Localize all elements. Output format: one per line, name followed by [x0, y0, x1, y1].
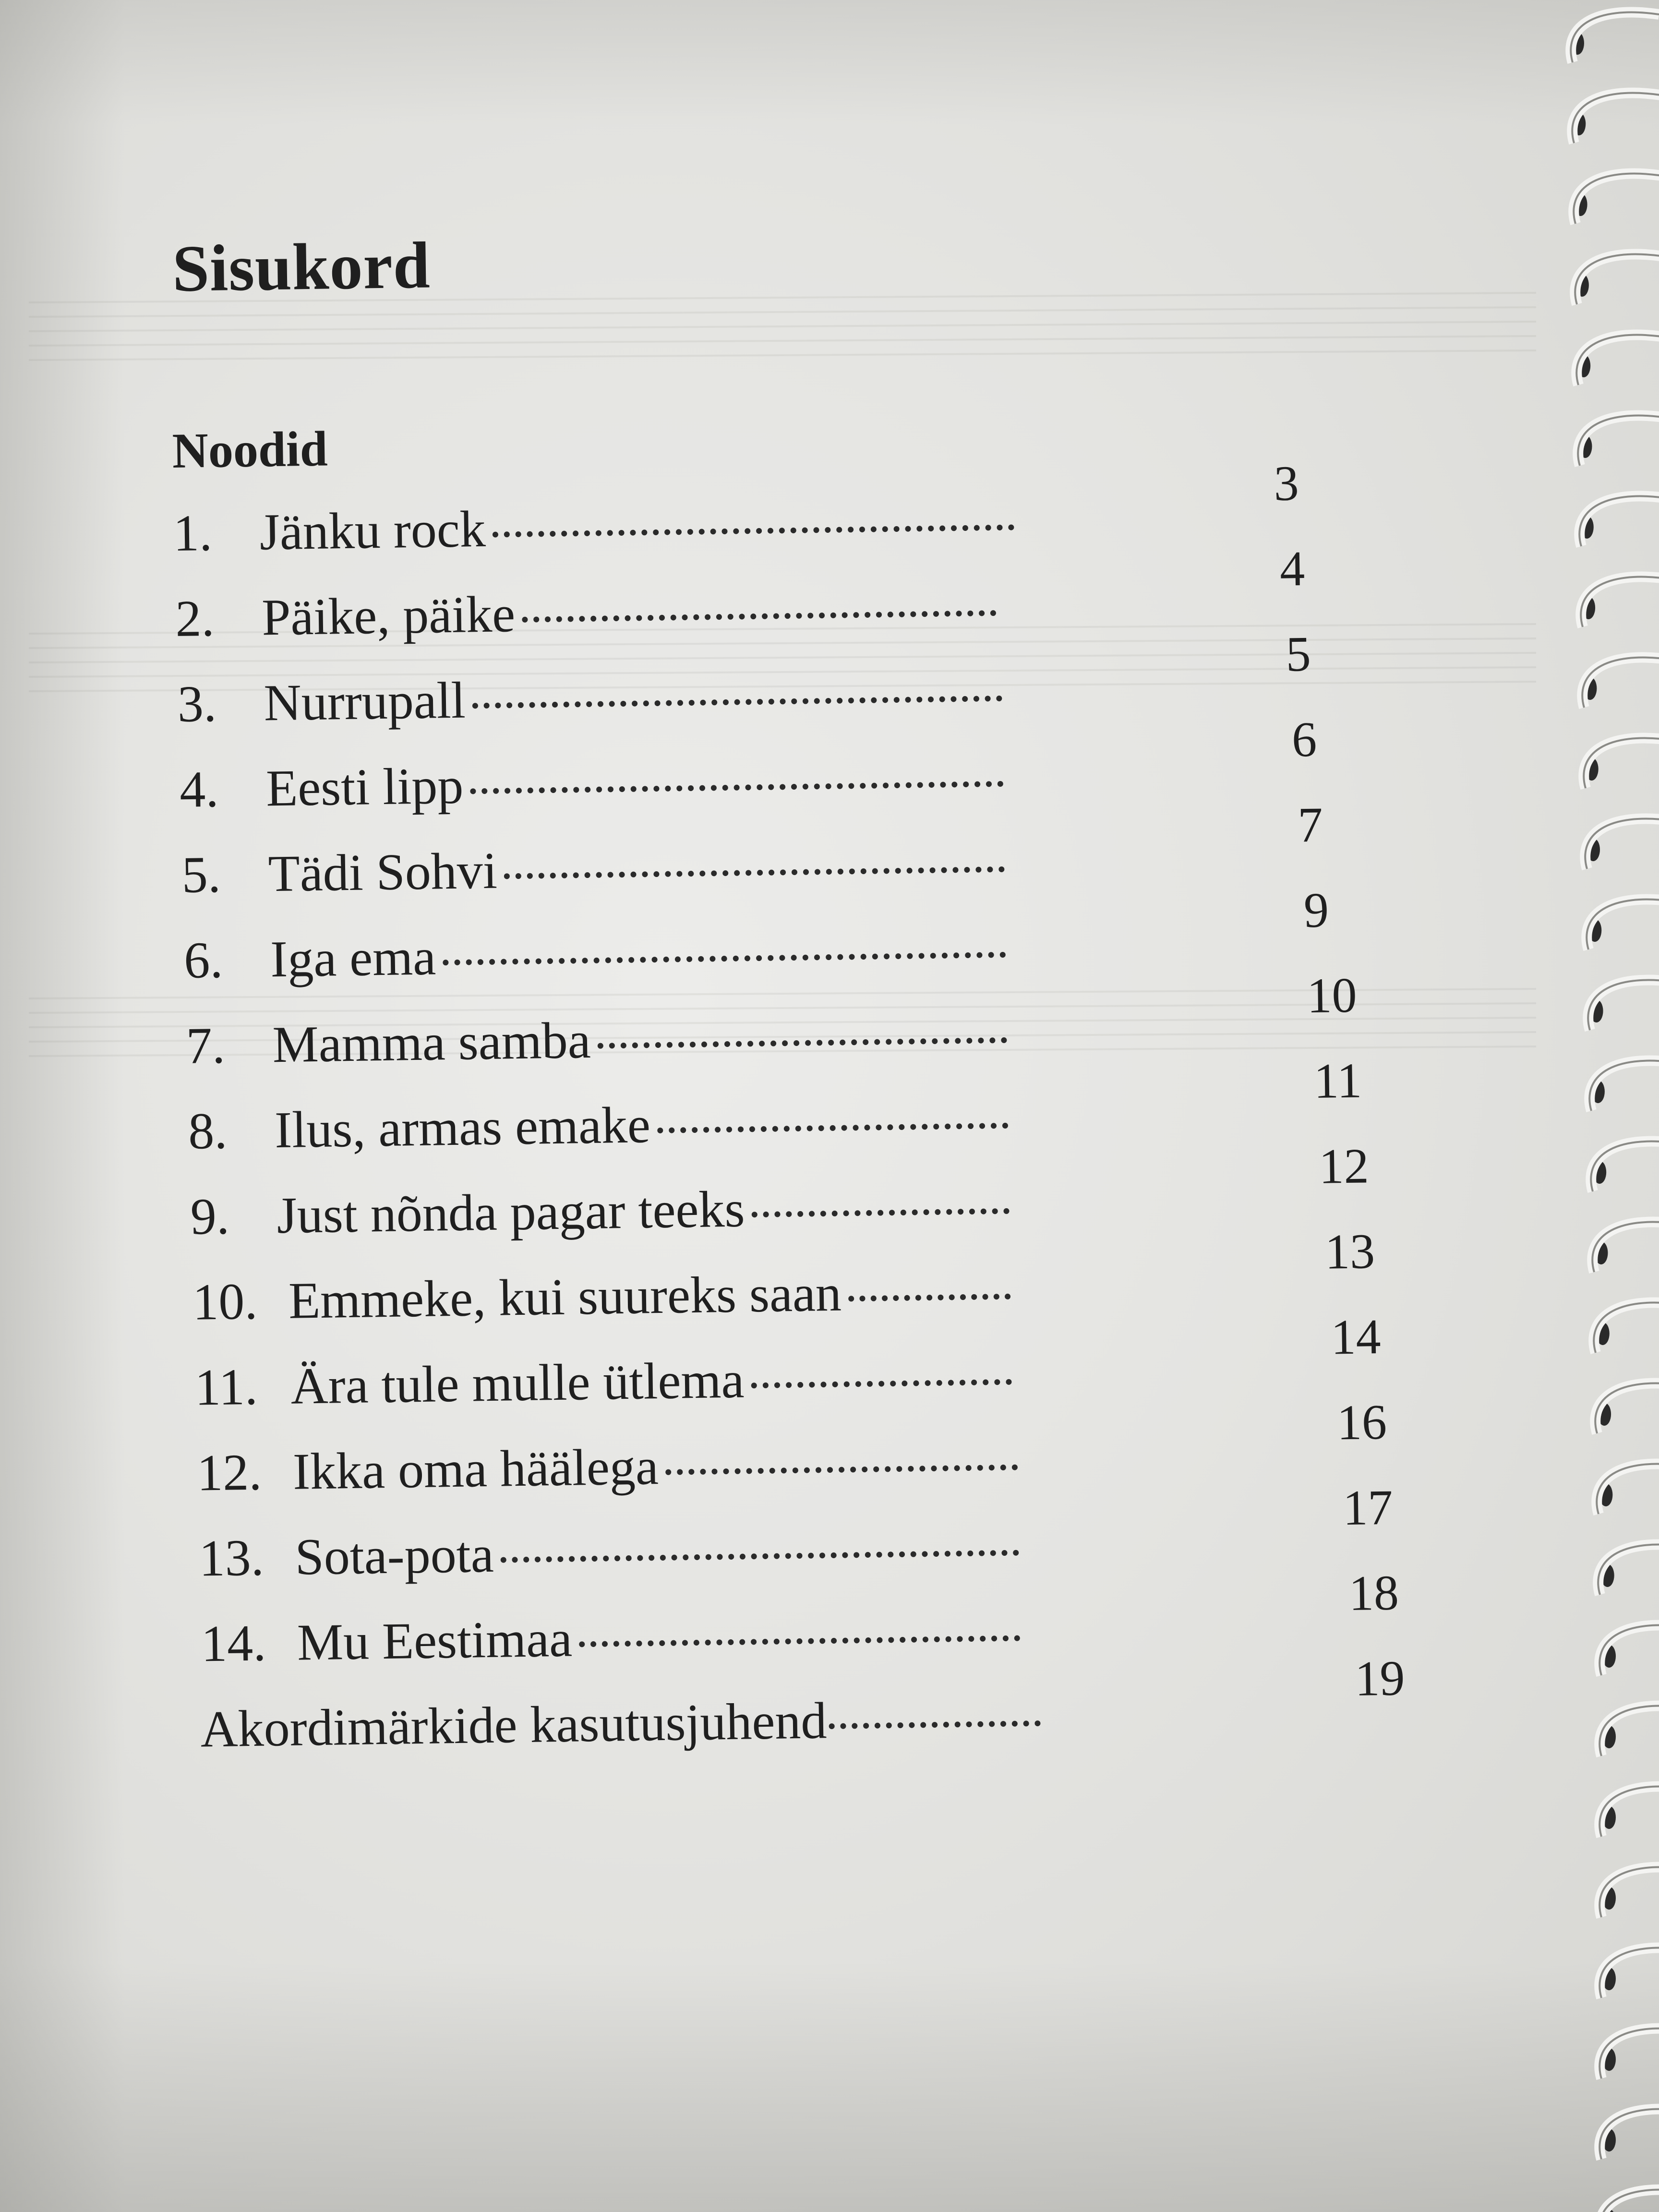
- toc-dot-leader: [470, 774, 1004, 794]
- toc-entry-page: 12: [1318, 1138, 1370, 1194]
- spiral-coil: [1575, 254, 1659, 304]
- spiral-coil: [1599, 2190, 1659, 2212]
- toc-entry-number: 12.: [196, 1443, 263, 1502]
- toc-dot-leader: [500, 1543, 1019, 1563]
- toc-entry-title: Ära tule mulle ütlema: [290, 1351, 745, 1415]
- spiral-coil: [1599, 1706, 1659, 1756]
- toc-dot-leader: [493, 518, 1015, 538]
- toc-entry-number: 4.: [179, 760, 219, 818]
- toc-entry-title: Sota-pota: [294, 1526, 494, 1586]
- spiral-coil: [1588, 980, 1659, 1030]
- toc-entry-page: 11: [1313, 1053, 1362, 1109]
- spiral-coil: [1595, 1383, 1659, 1433]
- page-shadow-bottom: [0, 1962, 1659, 2212]
- toc-entry-page: 9: [1303, 882, 1329, 938]
- spiral-coil: [1599, 1787, 1659, 1837]
- toc-entry: [173, 456, 1299, 589]
- toc-entry-number: 13.: [198, 1529, 264, 1587]
- toc-entry: [174, 541, 1305, 675]
- toc-entry-page: 16: [1336, 1394, 1387, 1451]
- toc-entry-page: 13: [1324, 1224, 1375, 1280]
- spiral-coil: [1578, 416, 1659, 466]
- toc-entry-title: Just nõnda pagar teeks: [276, 1180, 745, 1245]
- spiral-coil: [1599, 2109, 1659, 2159]
- spiral-coil: [1587, 900, 1659, 950]
- toc-entry-page: 18: [1348, 1565, 1399, 1622]
- spiral-coil: [1589, 1061, 1659, 1111]
- toc-entry-title: Päike, päike: [261, 586, 516, 647]
- spiral-coil: [1594, 1303, 1659, 1353]
- spiral-coil: [1598, 1545, 1659, 1595]
- toc-entry-title: Mu Eestimaa: [297, 1610, 573, 1671]
- spiral-coil: [1585, 819, 1659, 869]
- spiral-coil: [1599, 1867, 1659, 1917]
- toc-entry-page: 17: [1342, 1479, 1394, 1536]
- spiral-binding: [1563, 0, 1659, 2212]
- spiral-coil: [1591, 1142, 1659, 1191]
- toc-dot-leader: [751, 1372, 1012, 1389]
- spiral-coil: [1576, 335, 1659, 385]
- toc-dot-leader: [443, 945, 1006, 965]
- toc-entry-page: 7: [1297, 797, 1323, 853]
- spiral-coil: [1581, 577, 1659, 627]
- toc-entry-title: Ilus, armas emake: [274, 1096, 651, 1159]
- toc-entry-title: Mamma samba: [272, 1011, 591, 1074]
- toc-dot-leader: [472, 689, 1003, 709]
- toc-dot-leader: [657, 1116, 1009, 1133]
- toc-entry: [178, 797, 1323, 931]
- toc-entry-number: 8.: [188, 1102, 228, 1160]
- toc-entry-number: 11.: [194, 1358, 258, 1417]
- toc-entry-number: 5.: [181, 846, 221, 904]
- toc-entry-title: Jänku rock: [259, 500, 486, 561]
- toc-entry-title: Tädi Sohvi: [267, 842, 498, 903]
- spiral-coil: [1571, 12, 1659, 62]
- page-title: Sisukord: [172, 228, 431, 305]
- toc-dot-leader: [829, 1714, 1041, 1729]
- toc-entry-title: Eesti lipp: [265, 757, 464, 817]
- spiral-wire: [1572, 93, 1659, 143]
- section-heading: Noodid: [172, 421, 328, 479]
- spiral-coil: [1572, 93, 1659, 143]
- toc-dot-leader: [579, 1629, 1021, 1647]
- toc-entry: [176, 711, 1317, 846]
- page-shadow-top: [0, 0, 1659, 125]
- spiral-coil: [1582, 658, 1659, 708]
- toc-dot-leader: [504, 860, 1005, 879]
- toc-entry-number: 6.: [183, 931, 224, 989]
- toc-entry-page: 4: [1279, 541, 1305, 597]
- toc-entry-page: 3: [1273, 456, 1299, 511]
- spiral-wire: [1574, 174, 1659, 224]
- toc-entry-title: Nurrupall: [263, 672, 466, 732]
- spiral-coil: [1574, 174, 1659, 224]
- toc-entry: [175, 626, 1311, 760]
- toc-dot-leader: [751, 1202, 1010, 1218]
- toc-entry-title: Iga ema: [270, 928, 436, 988]
- toc-entry-page: 10: [1306, 967, 1358, 1024]
- toc-dot-leader: [848, 1287, 1011, 1302]
- toc-entry-appendix: [190, 1650, 1406, 1786]
- toc-entry-number: 9.: [190, 1188, 230, 1246]
- table-of-contents: [173, 456, 1406, 1786]
- spiral-coil: [1592, 1222, 1659, 1272]
- toc-entry: [179, 882, 1329, 1017]
- toc-dot-leader: [522, 603, 997, 623]
- toc-appendix-page: 19: [1354, 1650, 1406, 1707]
- toc-entry-page: 5: [1285, 626, 1311, 682]
- spiral-wire: [1571, 12, 1659, 62]
- spiral-coil: [1599, 1948, 1659, 1998]
- spiral-coil: [1597, 1464, 1659, 1514]
- toc-dot-leader: [597, 1031, 1007, 1049]
- toc-entry-page: 14: [1330, 1309, 1382, 1365]
- toc-entry-page: 6: [1291, 711, 1317, 768]
- spiral-coil: [1599, 2029, 1659, 2079]
- toc-entry-number: 14.: [201, 1614, 266, 1673]
- toc-dot-leader: [665, 1458, 1018, 1475]
- spiral-coil: [1599, 1625, 1659, 1675]
- spiral-coil: [1579, 496, 1659, 546]
- toc-entry-title: Ikka oma häälega: [292, 1438, 659, 1501]
- toc-entry-number: 7.: [185, 1017, 226, 1075]
- toc-entry-number: 1.: [173, 504, 213, 562]
- toc-entry-number: 10.: [192, 1273, 258, 1331]
- toc-entry-title: Emmeke, kui suureks saan: [288, 1264, 842, 1330]
- toc-appendix-title: Akordimärkide kasutusjuhend: [200, 1692, 828, 1758]
- spiral-coil: [1584, 738, 1659, 788]
- toc-entry-number: 3.: [177, 675, 217, 733]
- toc-entry-number: 2.: [175, 589, 215, 648]
